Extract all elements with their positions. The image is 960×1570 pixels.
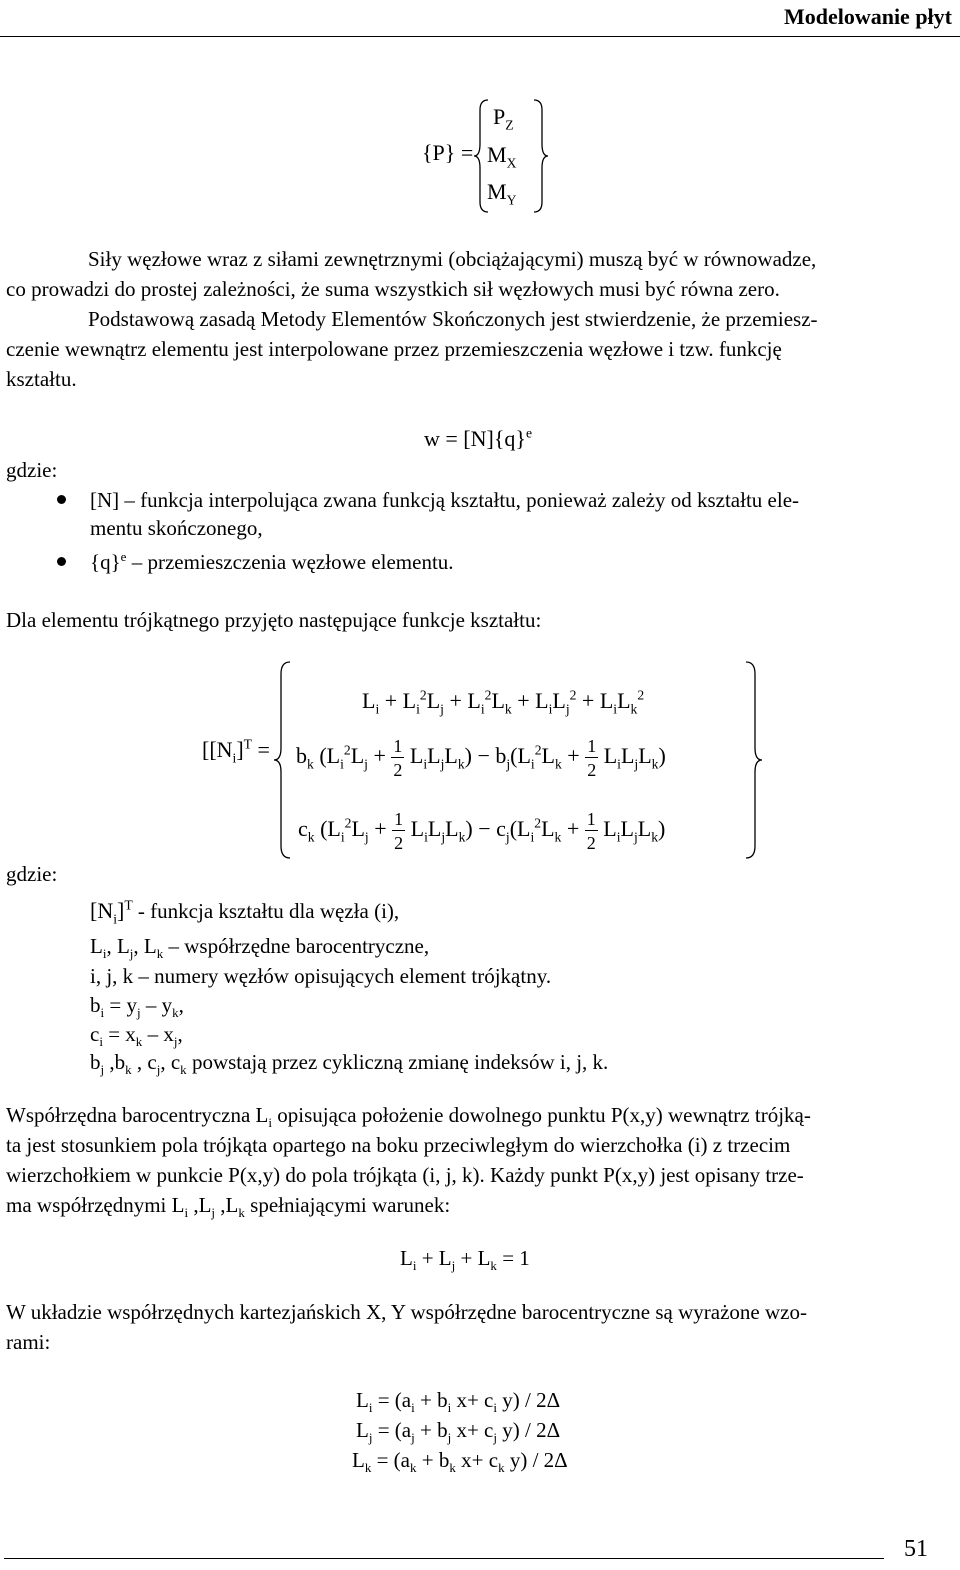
bullet-item-q: $\{q\}^e$ – przemieszczenia węzłowe elementu. — [90, 549, 454, 574]
eq-p-right-brace — [530, 98, 550, 214]
paragraph-line: kształtu. — [6, 367, 77, 391]
paragraph-line: ma współrzędnymi $L_i$ $,L_j$ $,L_k$ spełniającymi warunek: — [6, 1193, 451, 1221]
paragraph-line: rami: — [6, 1330, 51, 1354]
page-number: 51 — [904, 1536, 928, 1562]
paragraph-line: wierzchołkiem w punkcie P(x,y) do pola trójkąta (i, j, k). Każdy punkt P(x,y) jest opisany trze- — [6, 1163, 804, 1187]
bullet-item-n-cont: mentu skończonego, — [90, 516, 263, 540]
equation-li: $L_i = (a_i + b_i$ $x+ c_i$ y) / 2Δ — [356, 1388, 561, 1416]
equation-displacement: $w = [N]\{q\}^e$ — [424, 425, 533, 451]
paragraph-line: W układzie współrzędnych kartezjańskich X, Y współrzędne barocentryczne są wyrażone wzo- — [6, 1300, 807, 1324]
paragraph-line: Współrzędna barocentryczna $L_i$ opisująca położenie dowolnego punktu P(x,y) wewnątrz trójką- — [6, 1103, 811, 1131]
definition-nodes: i, j, k – numery węzłów opisujących element trójkątny. — [90, 964, 552, 988]
label-gdzie-1: gdzie: — [6, 458, 58, 482]
eq-p-lhs: {P} = — [422, 140, 474, 165]
eq-p-row-pz: $P_Z$ — [493, 104, 514, 133]
header-rule — [0, 36, 960, 37]
definition-ni: $[N_i]^T$ - funkcja kształtu dla węzła (i), — [90, 897, 400, 927]
eq-n-right-brace — [742, 660, 764, 860]
eq-n-row-1: $L_i + L_i^2L_j + L_i^2L_k + L_iL_j^2 + L_iL_k^2$ — [362, 687, 645, 717]
eq-p-row-my: $M_Y$ — [487, 179, 517, 208]
paragraph-line: co prowadzi do prostej zależności, że suma wszystkich sił węzłowych musi być równa zero. — [6, 277, 780, 301]
paragraph-line: ta jest stosunkiem pola trójkąta opartego na boku przeciwległym do wierzchołka (i) z trzecim — [6, 1133, 791, 1157]
eq-n-lhs: [$[N_i]^T$ = — [202, 736, 270, 766]
equation-sum-condition: $L_i + L_j + L_k = 1$ — [400, 1246, 530, 1274]
equation-lk: $L_k = (a_k + b_k$ $x+ c_k$ y) / 2Δ — [352, 1448, 568, 1476]
equation-lj: $L_j = (a_j + b_j$ $x+ c_j$ y) / 2Δ — [356, 1418, 561, 1446]
bullet-marker — [57, 495, 66, 504]
definition-cyclic: $b_j$ $,b_k$ , $c_j$, $c_k$ powstają przez cykliczną zmianę indeksów i, j, k. — [90, 1050, 609, 1078]
paragraph-intro — [6, 244, 952, 394]
paragraph-line: czenie wewnątrz elementu jest interpolowane przez przemieszczenia węzłowe i tzw. funkcję — [6, 337, 782, 361]
definition-ci: $c_i = x_k - x_j$, — [90, 1022, 183, 1050]
eq-n-left-brace — [272, 660, 294, 860]
bullet-item-n: [N] – funkcja interpolująca zwana funkcją kształtu, ponieważ zależy od kształtu ele- — [90, 488, 800, 512]
paragraph-line: Siły węzłowe wraz z siłami zewnętrznymi (obciążającymi) muszą być w równowadze, — [88, 247, 817, 271]
definition-barocentric: $L_i$, $L_j$, $L_k$ – współrzędne barocentryczne, — [90, 934, 430, 962]
page-header-title: Modelowanie płyt — [783, 4, 952, 29]
eq-n-row-3: $c_k$ ($L_i^2L_j$ + $\frac{1}{2}$ $L_iL_jL_k) - c_j(L_i^2L_k$ + $\frac{1}{2}$ $L_iL_jL_k$) — [298, 809, 666, 853]
paragraph-triangle-intro: Dla elementu trójkątnego przyjęto następujące funkcje kształtu: — [6, 608, 542, 632]
eq-n-row-2: $b_k$ ($L_i^2L_j$ + $\frac{1}{2}$ $L_iL_jL_k) - b_j(L_i^2L_k$ + $\frac{1}{2}$ $L_iL_jL_k$) — [296, 736, 666, 780]
bullet-marker — [57, 557, 66, 566]
definition-bi: $b_i = y_j - y_k$, — [90, 993, 184, 1021]
paragraph-line: Podstawową zasadą Metody Elementów Skończonych jest stwierdzenie, że przemiesz- — [88, 307, 818, 331]
paragraph-cartesian — [6, 1297, 952, 1357]
eq-p-row-mx: $M_X$ — [487, 142, 517, 171]
footer-rule — [4, 1558, 884, 1559]
label-gdzie-2: gdzie: — [6, 862, 58, 886]
paragraph-barocentric — [6, 1100, 952, 1220]
